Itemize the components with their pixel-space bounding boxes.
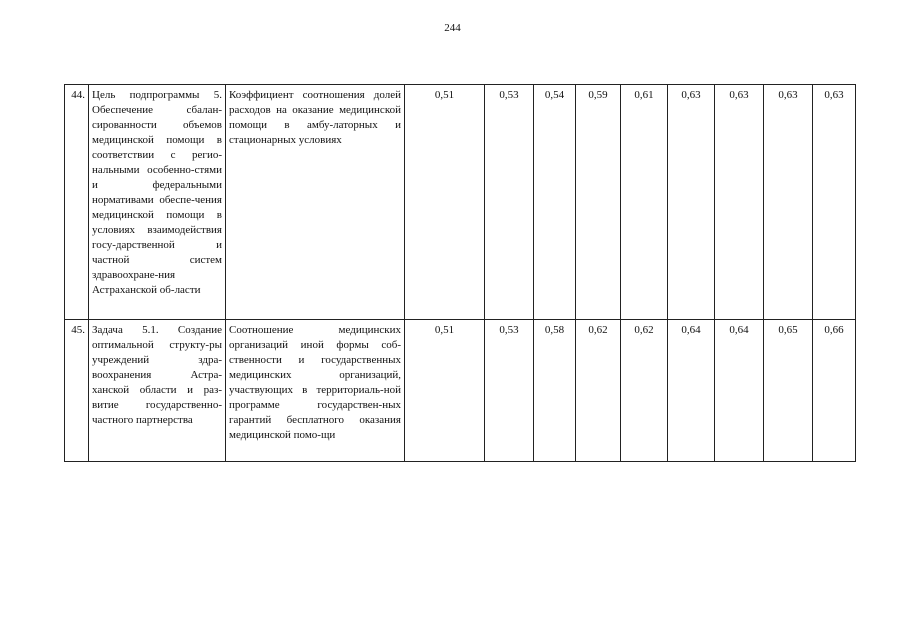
value-cell: 0,64 — [715, 320, 764, 462]
value-cell: 0,63 — [813, 85, 856, 320]
value-cell: 0,59 — [576, 85, 621, 320]
value-cell: 0,62 — [576, 320, 621, 462]
value-cell: 0,51 — [405, 85, 485, 320]
row-number: 44. — [65, 85, 89, 320]
goal-cell: Цель подпрограммы 5. Обеспечение сбалан-сированности объемов медицинской помощи в соответствии с регио-нальными особенно-стями и федеральными нормативами обеспе-чения медицинской помощи в условиях взаимодействия госу-дарственной и частной систем здравоохране-ния Астраханской об-ласти — [89, 85, 226, 320]
value-cell: 0,53 — [485, 85, 534, 320]
value-cell: 0,63 — [715, 85, 764, 320]
value-cell: 0,51 — [405, 320, 485, 462]
indicators-table — [64, 84, 856, 462]
table-row — [65, 85, 856, 320]
goal-cell: Задача 5.1. Создание оптимальной структу-ры учреждений здра-воохранения Астра-ханской области и раз-витие государственно-частного партнерства — [89, 320, 226, 462]
value-cell: 0,54 — [534, 85, 576, 320]
value-cell: 0,53 — [485, 320, 534, 462]
value-cell: 0,66 — [813, 320, 856, 462]
value-cell: 0,65 — [764, 320, 813, 462]
page-number: 244 — [444, 22, 461, 34]
value-cell: 0,63 — [668, 85, 715, 320]
value-cell: 0,63 — [764, 85, 813, 320]
value-cell: 0,58 — [534, 320, 576, 462]
value-cell: 0,62 — [621, 320, 668, 462]
indicator-cell: Коэффициент соотношения долей расходов на оказание медицинской помощи в амбу-латорных и стационарных условиях — [226, 85, 405, 320]
row-number: 45. — [65, 320, 89, 462]
value-cell: 0,61 — [621, 85, 668, 320]
indicator-cell: Соотношение медицинских организаций иной формы соб-ственности и государственных медицинских организаций, участвующих в территориаль-ной программе государствен-ных гарантий бесплатного оказания медицинской помо-щи — [226, 320, 405, 462]
value-cell: 0,64 — [668, 320, 715, 462]
table-row — [65, 320, 856, 462]
